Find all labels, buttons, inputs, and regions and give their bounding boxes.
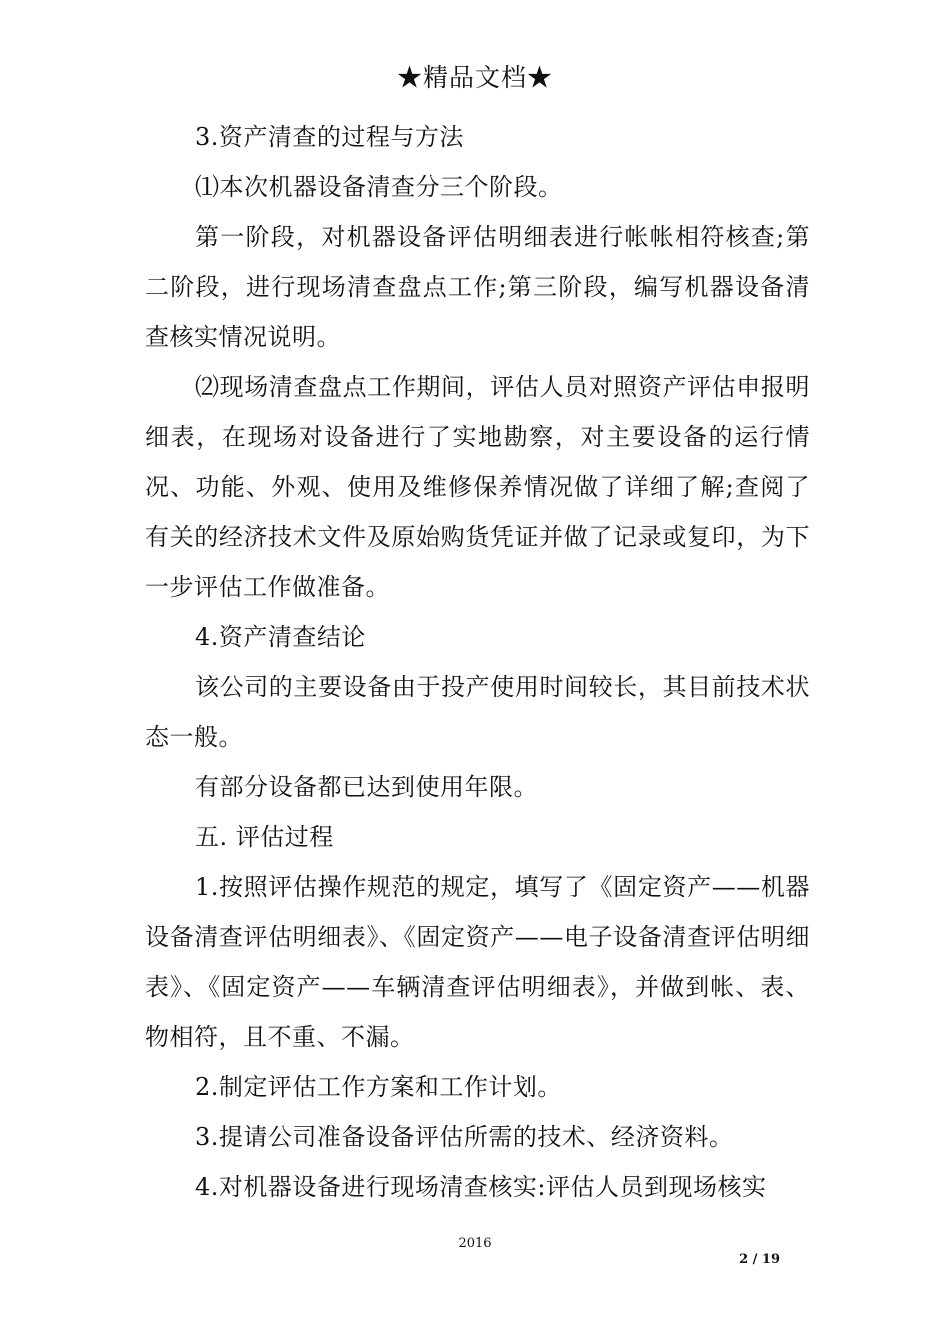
page-number: 2 / 19 <box>739 1252 780 1267</box>
paragraph: 第一阶段，对机器设备评估明细表进行帐帐相符核查;第二阶段，进行现场清查盘点工作;第三阶段，编写机器设备清查核实情况说明。 <box>145 223 810 351</box>
page-header-title: ★精品文档★ <box>396 63 553 92</box>
paragraph: 1.按照评估操作规范的规定，填写了《固定资产——机器设备清查评估明细表》、《固定资产——电子设备清查评估明细表》、《固定资产——车辆清查评估明细表》，并做到帐、表、物相符，且不重、不漏。 <box>145 873 810 1051</box>
paragraph: 有部分设备都已达到使用年限。 <box>195 773 538 801</box>
paragraph: ⑵现场清查盘点工作期间，评估人员对照资产评估申报明细表，在现场对设备进行了实地勘察，对主要设备的运行情况、功能、外观、使用及维修保养情况做了详细了解;查阅了有关的经济技术文件及原始购货凭证并做了记录或复印，为下一步评估工作做准备。 <box>145 373 810 601</box>
paragraph: 4.资产清查结论 <box>195 623 366 651</box>
paragraph: 2.制定评估工作方案和工作计划。 <box>195 1073 562 1101</box>
section-heading: 五. 评估过程 <box>195 823 334 851</box>
paragraph: 3.资产清查的过程与方法 <box>195 123 464 151</box>
footer-year: 2016 <box>458 1236 492 1251</box>
paragraph: ⑴本次机器设备清查分三个阶段。 <box>195 173 563 201</box>
paragraph: 4.对机器设备进行现场清查核实:评估人员到现场核实 <box>195 1173 767 1201</box>
document-body <box>145 112 810 1212</box>
paragraph: 该公司的主要设备由于投产使用时间较长，其目前技术状态一般。 <box>145 673 810 751</box>
paragraph: 3.提请公司准备设备评估所需的技术、经济资料。 <box>195 1123 734 1151</box>
